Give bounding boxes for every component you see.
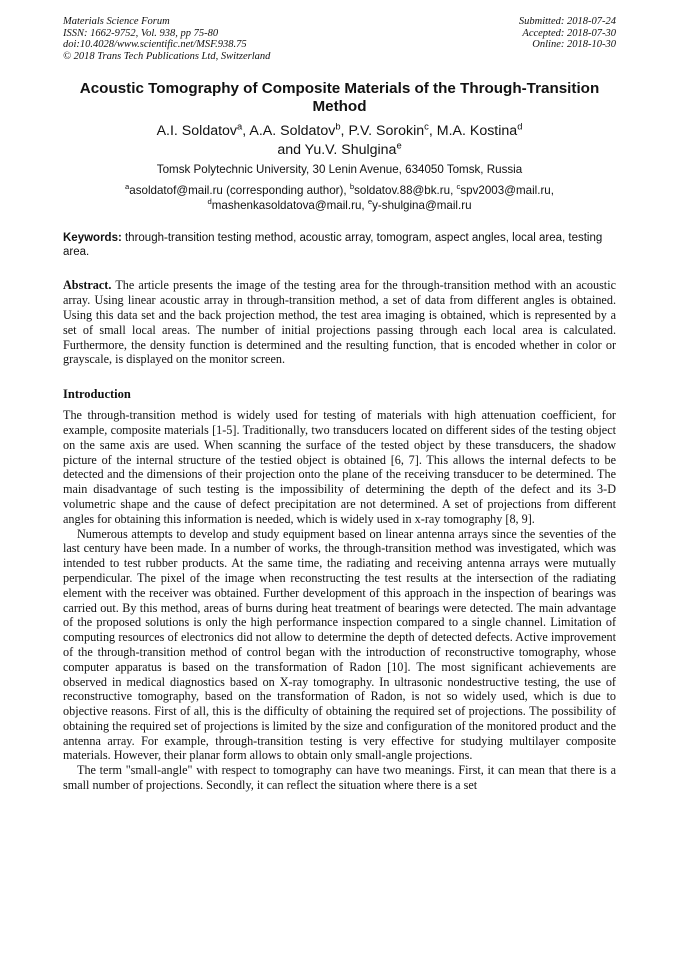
author-list: A.I. Soldatov$^a$, A.A. Soldatov$^b$, P.V. Sorokin$^c$, M.A. Kostina$^d$ and Yu.V. Shulgina$^e$ bbox=[156, 121, 523, 158]
journal-header bbox=[63, 16, 616, 62]
email-list bbox=[63, 184, 616, 213]
email-mark: d bbox=[207, 197, 212, 207]
email-mark: a bbox=[125, 182, 130, 192]
submission-dates bbox=[519, 16, 616, 62]
author-mark: e bbox=[396, 140, 402, 151]
journal-name: Materials Science Forum bbox=[63, 16, 170, 27]
keywords bbox=[63, 231, 616, 259]
email-address: soldatov.88@bk.ru, bbox=[354, 184, 457, 198]
author-mark: d bbox=[517, 121, 523, 132]
email-address: y-shulgina@mail.ru bbox=[372, 198, 472, 212]
paper-page bbox=[63, 16, 616, 793]
author-mark: c bbox=[424, 121, 429, 132]
author-mark: a bbox=[237, 121, 243, 132]
journal-info bbox=[63, 16, 270, 62]
keywords-label: Keywords: bbox=[63, 232, 122, 245]
email-address: asoldatof@mail.ru (corresponding author), bbox=[129, 184, 350, 198]
date-submitted: Submitted: 2018-07-24 bbox=[518, 16, 616, 27]
journal-issn: ISSN: 1662-9752, Vol. 938, pp 75-80 bbox=[63, 27, 219, 39]
author-name: A.I. Soldatov bbox=[156, 123, 238, 140]
author-name: M.A. Kostina bbox=[436, 123, 518, 140]
body-paragraph: Numerous attempts to develop and study equipment based on linear antenna arrays since the seventies of the last century have been made. In a number of works, the through-transition method was investigated, which was intended to test rubber products. At the same time, the radiating and receiving antenna arrays were mutually perpendicular. The pixel of the image when reconstructing the test results at the intersection of the radiating element with the receiver was obtained. Further development of this approach in the inspection of bearings was carried out. By this method, areas of burns during heat treatment of bearings were detected. The main advantage of the proposed solutions is only the high performance inspection compared to a single channel. Limitation of computing resources of electronics did not allow to determine the depth of detected defects. Active improvement of the through-transition method of control began with the introduction of reconstructive tomography, whose computer apparatus is based on the transformation of Radon [10]. The most significant achievements are observed in medical diagnostics based on X-ray tomography. In ultrasonic nondestructive testing, the use of reconstructive tomography, based on the transformation of Radon, is not so widely used, which is due to objective reasons. First of all, this is the difficulty of obtaining the required set of projections. The possibility of obtaining the required set of projections is limited by the size and configuration of the monitored product and the antenna array. For example, through-transition testing is very effective for studying multilayer composite materials. However, their planar form allows to obtain only small-angle projections. bbox=[63, 526, 616, 763]
journal-doi: doi:10.4028/www.scientific.net/MSF.938.75 bbox=[63, 39, 247, 51]
date-online: Online: 2018-10-30 bbox=[532, 39, 616, 51]
author-name: Yu.V. Shulgina bbox=[304, 141, 397, 158]
abstract-text: The article presents the image of the testing area for the through-transition method with an acoustic array. Using linear acoustic array in through-transition method, a set of data from different angles is obtained. Using this data set and the back projection method, the test area imaging is obtained, which is represented by a set of small local areas. The number of initial projections passing through each local area is calculated. Furthermore, the density function is determined and the resulting function, that is encoded whether in color or grayscale, is displayed on the monitor screen. bbox=[63, 278, 616, 367]
email-mark: b bbox=[349, 182, 355, 192]
abstract bbox=[63, 278, 616, 367]
keywords-text: through-transition testing method, acoustic array, tomogram, aspect angles, local area, testing area. bbox=[63, 232, 603, 259]
email-mark: e bbox=[367, 197, 373, 207]
date-accepted: Accepted: 2018-07-30 bbox=[522, 27, 616, 39]
section-heading-introduction: Introduction bbox=[63, 387, 131, 402]
abstract-label: Abstract. bbox=[63, 278, 112, 293]
author-conjunction: and bbox=[277, 141, 301, 158]
author-name: P.V. Sorokin bbox=[348, 123, 425, 140]
body-paragraph: The through-transition method is widely used for testing of materials with high attenuation coefficient, for example, composite materials [1-5]. Traditionally, two transducers located on different sides of the testing object on the same axis are used. When scanning the surface of the tested object by these transducers, the shadow picture of the internal structure of the testied object is obtained [6, 7]. This allows the internal defects to be detected and the dimensions of their projection onto the plane of the receiving transducer to be determined. The main disadvantage of such testing is the impossibility of determining the depth of the defect and its 3-D volumetric shape and the cause of defect precipitation are not determined. A set of projections from different angles for obtaining this information is needed, which is widely used in x-ray tomography [8, 9]. bbox=[63, 408, 616, 526]
journal-copyright: © 2018 Trans Tech Publications Ltd, Switzerland bbox=[63, 50, 271, 62]
email-address: mashenkasoldatova@mail.ru, bbox=[211, 198, 368, 212]
author-name: A.A. Soldatov bbox=[249, 123, 336, 140]
author-mark: b bbox=[335, 121, 341, 132]
affiliation: Tomsk Polytechnic University, 30 Lenin Avenue, 634050 Tomsk, Russia bbox=[156, 163, 523, 177]
email-address: spv2003@mail.ru, bbox=[460, 184, 554, 198]
email-mark: c bbox=[456, 182, 461, 192]
paper-title: Acoustic Tomography of Composite Materials of the Through-Transition Method bbox=[79, 80, 600, 116]
body-paragraph: The term "small-angle" with respect to tomography can have two meanings. First, it can mean that there is a small number of projections. Secondly, it can reflect the situation where there is a set bbox=[63, 763, 616, 793]
